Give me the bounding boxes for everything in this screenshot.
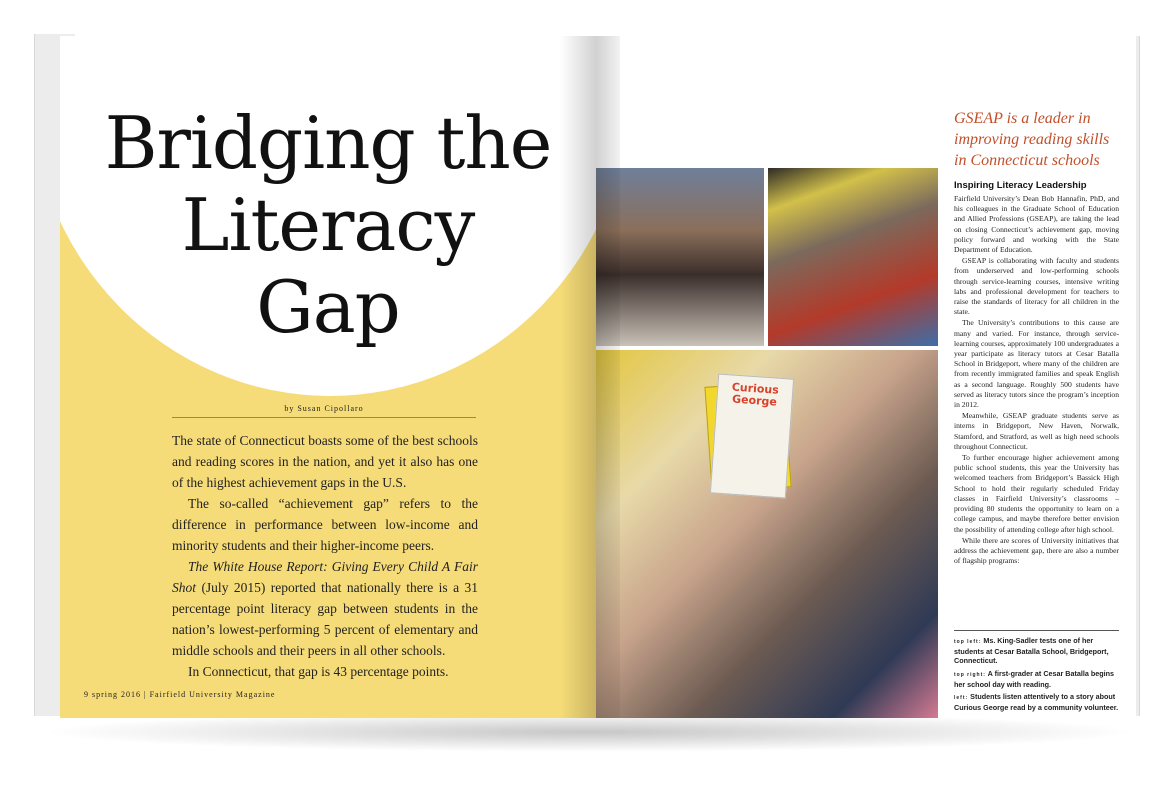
report-date: (July 2015)	[201, 580, 266, 595]
caption-text: Students listen attentively to a story about Curious George read by a community volunteer.	[954, 692, 1119, 713]
right-page	[596, 36, 1136, 718]
photo-students-listening	[596, 350, 938, 718]
pull-quote: GSEAP is a leader in improving reading skills in Connecticut schools	[954, 110, 1110, 169]
caption-rule	[954, 630, 1119, 631]
photo-teacher-student	[596, 168, 764, 346]
caption-label: top right:	[954, 671, 986, 678]
byline: by Susan Cipollaro	[284, 404, 364, 413]
caption-left	[954, 692, 1124, 712]
sidebar-paragraph-1: Fairfield University’s Dean Bob Hannafin, PhD, and his colleagues in the Graduate School of Education and Allied Professions (GSEAP), are taking the lead on closing Connecticut’s achievement gap, moving policy forward and working with the State Department of Education.	[954, 194, 1119, 255]
caption-top-left	[954, 636, 1124, 666]
paragraph-4: In Connecticut, that gap is 43 percentage points.	[188, 664, 449, 679]
paragraph-2: The so-called “achievement gap” refers to the difference in performance between low-income and minority students and their higher-income peers.	[172, 496, 478, 553]
title-line-2: Literacy	[181, 183, 475, 267]
paragraph-3	[172, 556, 478, 661]
sidebar-paragraph-2: GSEAP is collaborating with faculty and students from underserved and low-performing schools through service-learning courses, intensive writing labs and professional development for teachers to raise the standards of literacy for all children in the state.	[954, 256, 1119, 317]
byline-rule	[172, 417, 476, 418]
title-line-1: Bridging the	[104, 101, 552, 185]
sidebar-paragraph-6: While there are scores of University initiatives that address the achievement gap, there are also a number of flagship programs:	[954, 535, 1119, 566]
caption-label: top left:	[954, 639, 982, 645]
paragraph-1: The state of Connecticut boasts some of the best schools and reading scores in the nation, and yet it also has one of the highest achievement gaps in the U.S.	[172, 433, 478, 490]
left-page	[60, 36, 596, 718]
subhead: Inspiring Literacy Leadership	[954, 180, 1087, 191]
article-body	[172, 430, 478, 682]
page-title	[60, 102, 596, 348]
title-line-3: Gap	[256, 265, 400, 349]
photo-captions	[954, 636, 1124, 715]
photo-girl-reading	[768, 168, 938, 346]
paragraph-3-text: reported that nationally there is a 31 percentage point literacy gap between students in the nation’s lowest-performing 5 percent of elementary and middle schools and their peers in all other schools.	[172, 580, 478, 658]
sidebar-paragraph-4: Meanwhile, GSEAP graduate students serve as interns in Bridgeport, New Haven, Norwalk, Stamford, and Stratford, as well as high need schools throughout Connecticut.	[954, 411, 1119, 451]
caption-top-right	[954, 669, 1124, 689]
caption-label: left:	[954, 695, 969, 702]
folio: 9 spring 2016 | Fairfield University Magazine	[84, 690, 276, 699]
book-title: Curious George	[731, 380, 780, 409]
curious-george-book	[710, 373, 794, 498]
magazine-shadow	[40, 712, 1140, 752]
sidebar-paragraph-5: To further encourage higher achievement among public school students, this year the University has welcomed teachers from Bridgeport’s Bassick High School to hold their regularly scheduled Friday classes in Fairfield University’s classrooms – providing 80 students the opportunity to learn on a college campus, and maybe therefore better envision the possibility of attending college after high school.	[954, 453, 1119, 534]
report-title: The White House Report: Giving Every Child A Fair Shot	[172, 559, 478, 595]
caption-text: A first-grader at Cesar Batalla begins her school day with reading.	[954, 668, 1115, 689]
sidebar-body	[954, 194, 1119, 567]
caption-text: Ms. King-Sadler tests one of her students at Cesar Batalla School, Bridgeport, Connecticut.	[954, 636, 1109, 666]
sidebar-paragraph-3: The University’s contributions to this cause are many and varied. For instance, through service-learning courses, approximately 100 undergraduates a year participate as literacy tutors at Cesar Batalla School in Bridgeport, where many of the children are from recently immigrated families and speak English as a second language. Roughly 500 students have served as literacy tutors since the program’s inception in 2012.	[954, 318, 1119, 410]
